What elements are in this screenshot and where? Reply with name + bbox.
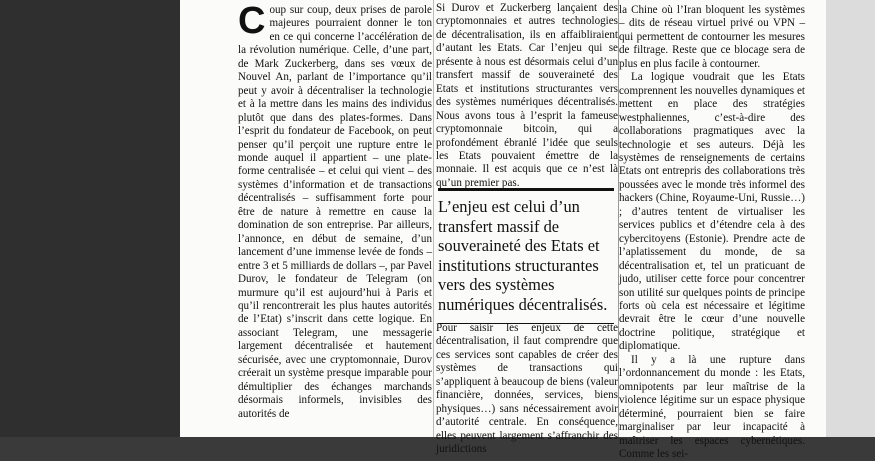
paragraph: La logique voudrait que les Etats comprennent les nouvelles dynamiques et mettent en place des stratégies westphaliennes, c’est-à-dire des collaborations pragmatiques avec la technologie et ses auteurs. Déjà les systèmes de renseignements de certains Etats ont entrepris des collaborations très poussées avec le monde très informel des hackers (Chine, Royaume-Uni, Russie…) ; d’autres tentent de virtualiser les services publics et d’étendre cela à des cybercitoyens (Estonie). Prendre acte de l’aplatissement du monde, de sa décentralisation et, tel un praticuant de judo, utiliser cette force pour concentrer son utilité sur quelques points de principe forts où cela est nécessaire et légitime devrait être le cœur d’une nouvelle doctrine politique, stratégique et diplomatique.: [619, 71, 805, 353]
left-dark-margin: [0, 0, 180, 437]
article-column-2-continued: [436, 322, 618, 457]
column-rule-1: [433, 0, 434, 437]
opening-text: oup sur coup, deux prises de parole majeures pourraient donner le ton en ce qui concerne l’accélération de la révolution numérique. Celle, d’une part, de Mark Zuckerberg, dans ses vœux de Nouvel An, parlant de l’importance qu’il peut y avoir à décentraliser la technologie et à la mettre dans les mains des individus plutôt que dans des plates-formes. Dans l’esprit du fondateur de Facebook, on peut penser qu’il perçoit une rupture entre le monde auquel il appartient – une plate-forme centralisée – et celui qui vient – des systèmes d’information et de transactions décentralisés – suffisamment forte pour être de nature à remettre en cause la domination de son entreprise. Par ailleurs, l’annonce, en début de semaine, d’un lancement d’une immense levée de fonds – entre 3 et 5 milliards de dollars –, par Pavel Durov, le fondateur de Telegram (on murmure qu’il est aujourd’hui à Paris et qu’il rencontrerait les plus hautes autorités de l’Etat) s’inscrit dans cette logique. En associant Telegram, une messagerie largement décentralisée et hautement sécurisée, avec une cryptomonnaie, Durov créerait un système presque imparable pour démultiplier des échanges marchands désormais informels, invisibles des autorités de: [238, 4, 432, 420]
pull-quote-text: L’enjeu est celui d’un transfert massif de souveraineté des Etats et institutions structurantes vers des systèmes numériques décentralisés.: [438, 197, 608, 314]
article-column-1: [238, 0, 432, 421]
paragraph: la Chine où l’Iran bloquent les systèmes – dits de réseau virtuel privé ou VPN – qui permettent de contourner les mesures de filtrage. Reste que ce blocage sera de plus en plus facile à contourner.: [619, 4, 805, 70]
right-gray-margin: [826, 0, 875, 437]
paragraph: Pour saisir les enjeux de cette décentralisation, il faut comprendre que ces services sont capables de créer des systèmes de transactions qui s’appliquent à beaucoup de biens (valeur financière, données, services, biens physiques…) sans nécessairement avoir d’autorité centrale. En conséquence, elles peuvent largement s’affranchir des juridictions: [436, 322, 618, 456]
pull-quote: [438, 188, 614, 324]
article-column-2: [436, 2, 618, 190]
opening-paragraph: [238, 0, 432, 421]
paragraph: Il y a là une rupture dans l’ordonnancement du monde : les Etats, omnipotents par leur maîtrise de la violence légitime sur un espace physique déterminé, pourraient bien se faire marginaliser par leur incapacité à maîtriser les espaces cybernétiques. Comme les sei-: [619, 353, 805, 460]
article-column-3: [619, 4, 805, 461]
paragraph: Si Durov et Zuckerberg lançaient des cryptomonnaies et autres technologies de décentralisation, ils en affaibliraient d’autant les Etats. Car l’enjeu qui se présente à nous est désormais celui d’un transfert massif de souveraineté des Etats et institutions structurantes vers des systèmes numériques décentralisés. Nous avons tous à l’esprit la fameuse cryptomonnaie bitcoin, qui a profondément ébranlé l’idée que seuls les Etats pouvaient émettre de la monnaie. Il est acquis que ce n’est là qu’un premier pas.: [436, 2, 618, 189]
newspaper-page: [180, 0, 826, 460]
drop-cap: C: [238, 0, 266, 42]
